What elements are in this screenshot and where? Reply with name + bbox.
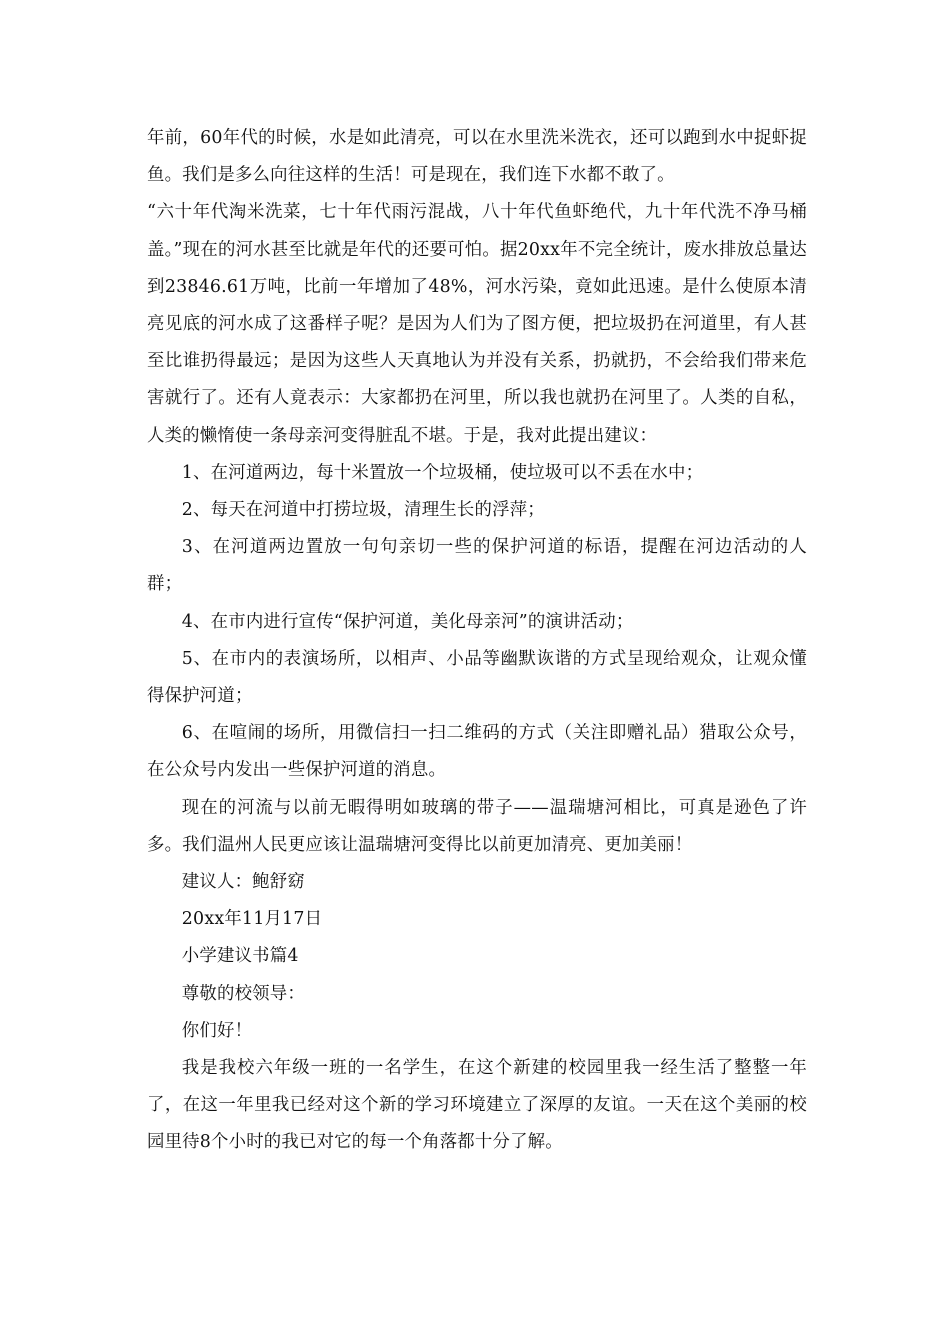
suggestion-item-2: 2、每天在河道中打捞垃圾，清理生长的浮萍；	[181, 500, 545, 521]
paragraph-letter-intro: 我是我校六年级一班的一名学生，在这个新建的校园里我一经生活了整整一年了，在这一年里我已经对这个新的学习环境建立了深厚的友谊。一天在这个美丽的校园里待8个小时的我已对它的每一个角落都十分了解。	[147, 1058, 807, 1153]
paragraph-river-past: 年前，60年代的时候，水是如此清亮，可以在水里洗米洗衣，还可以跑到水中捉虾捉鱼。我们是多么向往这样的生活！可是现在，我们连下水都不敢了。	[147, 128, 807, 186]
signature-author: 建议人：鲍舒窈	[181, 872, 305, 893]
signature-date: 20xx年11月17日	[181, 909, 323, 930]
paragraph-conclusion: 现在的河流与以前无暇得明如玻璃的带子——温瑞塘河相比，可真是逊色了许多。我们温州人民更应该让温瑞塘河变得比以前更加清亮、更加美丽！	[147, 797, 807, 855]
suggestion-item-1: 1、在河道两边，每十米置放一个垃圾桶，使垃圾可以不丢在水中；	[181, 462, 704, 483]
document-body	[147, 120, 807, 1162]
section-heading: 小学建议书篇4	[181, 946, 299, 967]
suggestion-item-3: 3、在河道两边置放一句句亲切一些的保护河道的标语，提醒在河边活动的人群；	[147, 537, 807, 595]
suggestion-item-4: 4、在市内进行宣传“保护河道，美化母亲河”的演讲活动；	[181, 611, 634, 632]
letter-salutation: 尊敬的校领导：	[181, 983, 305, 1004]
suggestion-item-6: 6、在喧闹的场所，用微信扫一扫二维码的方式（关注即赠礼品）猎取公众号，在公众号内发出一些保护河道的消息。	[147, 723, 807, 781]
letter-greeting: 你们好！	[181, 1020, 253, 1041]
suggestion-item-5: 5、在市内的表演场所，以相声、小品等幽默诙谐的方式呈现给观众，让观众懂得保护河道；	[147, 648, 807, 707]
paragraph-river-pollution: “六十年代淘米洗菜，七十年代雨污混战，八十年代鱼虾绝代，九十年代洗不净马桶盖。”现在的河水甚至比就是年代的还要可怕。据20xx年不完全统计，废水排放总量达到23846.61万吨，比前一年增加了48%，河水污染，竟如此迅速。是什么使原本清亮见底的河水成了这番样子呢？是因为人们为了图方便，把垃圾扔在河道里，有人甚至比谁扔得最远；是因为这些人天真地认为并没有关系，扔就扔，不会给我们带来危害就行了。还有人竟表示：大家都扔在河里，所以我也就扔在河里了。人类的自私，人类的懒惰使一条母亲河变得脏乱不堪。于是，我对此提出建议：	[147, 202, 807, 446]
